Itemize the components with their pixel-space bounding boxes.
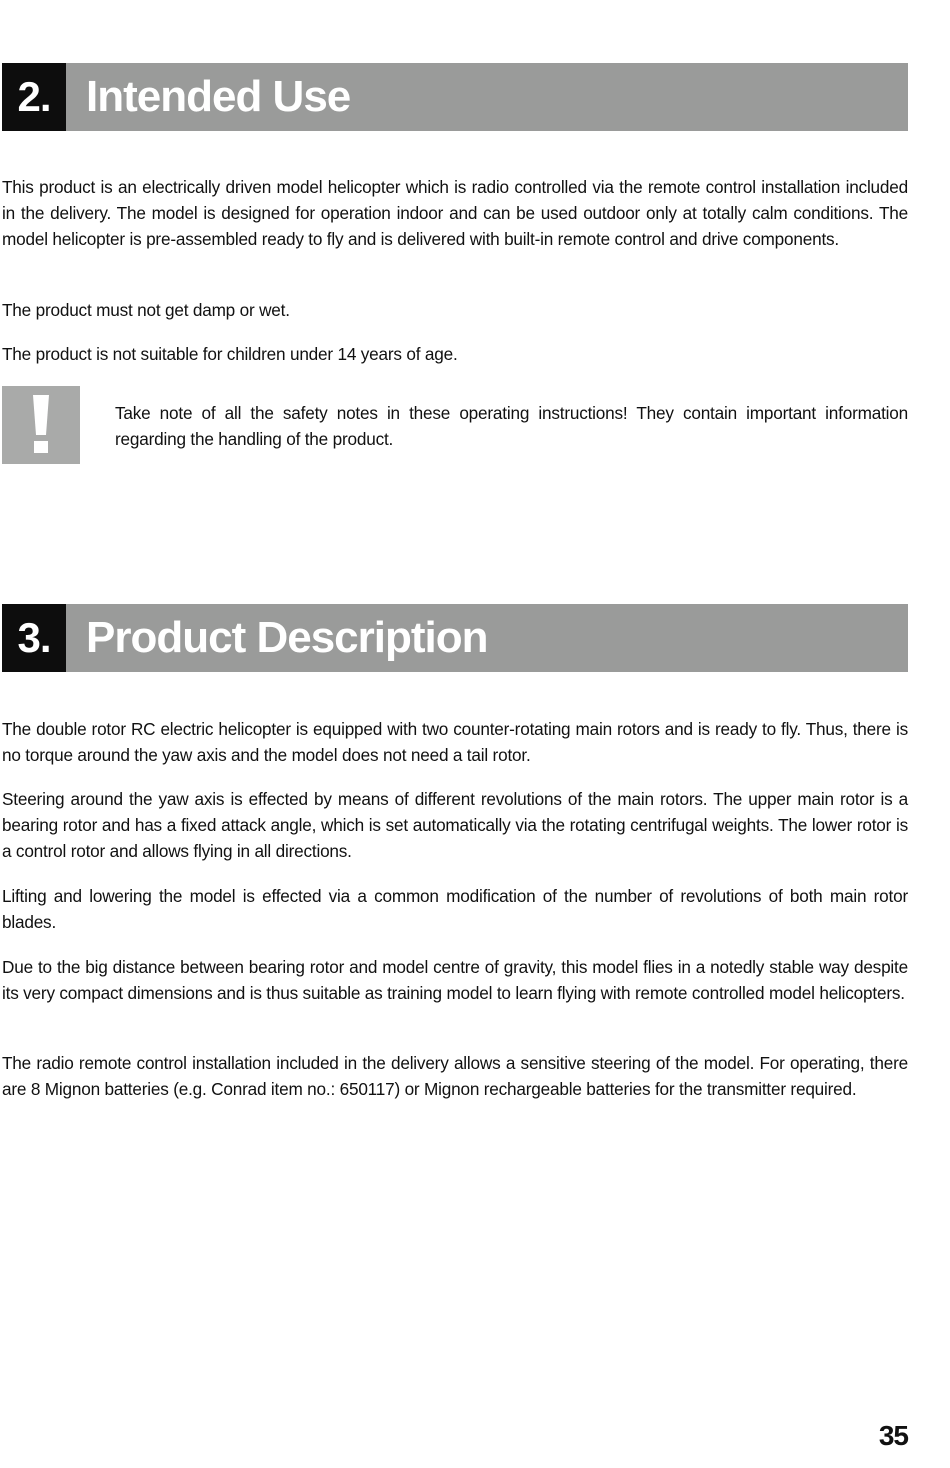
section-2-number: 2. [2, 63, 66, 131]
section-2-header [2, 63, 908, 131]
exclamation-icon [2, 386, 80, 464]
section-3-title: Product Description [86, 613, 488, 662]
section-3-paragraph-2: Steering around the yaw axis is effected by means of different revolutions of the main rotors. The upper main rotor is a bearing rotor and has a fixed attack angle, which is set automatically via the rotating centrifugal weights. The lower rotor is a control rotor and allows flying in all directions. [2, 789, 908, 861]
section-2-title: Intended Use [86, 72, 351, 121]
section-3-paragraph-5: The radio remote control installation included in the delivery allows a sensitive steering of the model. For operating, there are 8 Mignon batteries (e.g. Conrad item no.: 650117) or Mignon rechargeable batteries for the transmitter required. [2, 1053, 908, 1099]
section-3-paragraph-4: Due to the big distance between bearing rotor and model centre of gravity, this model flies in a notedly stable way despite its very compact dimensions and is thus suitable as training model to learn flying with remote controlled model helicopters. [2, 957, 908, 1003]
section-2-paragraph-3: The product is not suitable for children under 14 years of age. [2, 344, 458, 364]
section-2-paragraph-1: This product is an electrically driven model helicopter which is radio controlled via the remote control installation included in the delivery. The model is designed for operation indoor and can be used outdoor only at totally calm conditions. The model helicopter is pre-assembled ready to fly and is delivered with built-in remote control and drive components. [2, 177, 908, 249]
section-3-paragraph-3: Lifting and lowering the model is effected via a common modification of the number of revolutions of both main rotor blades. [2, 886, 908, 932]
page-number: 35 [878, 1420, 908, 1451]
warning-text: Take note of all the safety notes in these operating instructions! They contain important information regarding the handling of the product. [115, 403, 908, 449]
section-3-number: 3. [2, 604, 66, 672]
section-3-paragraph-1: The double rotor RC electric helicopter is equipped with two counter-rotating main rotors and is ready to fly. Thus, there is no torque around the yaw axis and the model does not need a tail rotor. [2, 719, 908, 765]
section-2-paragraph-2: The product must not get damp or wet. [2, 300, 290, 320]
warning-box [2, 386, 80, 464]
section-3-header [2, 604, 908, 672]
